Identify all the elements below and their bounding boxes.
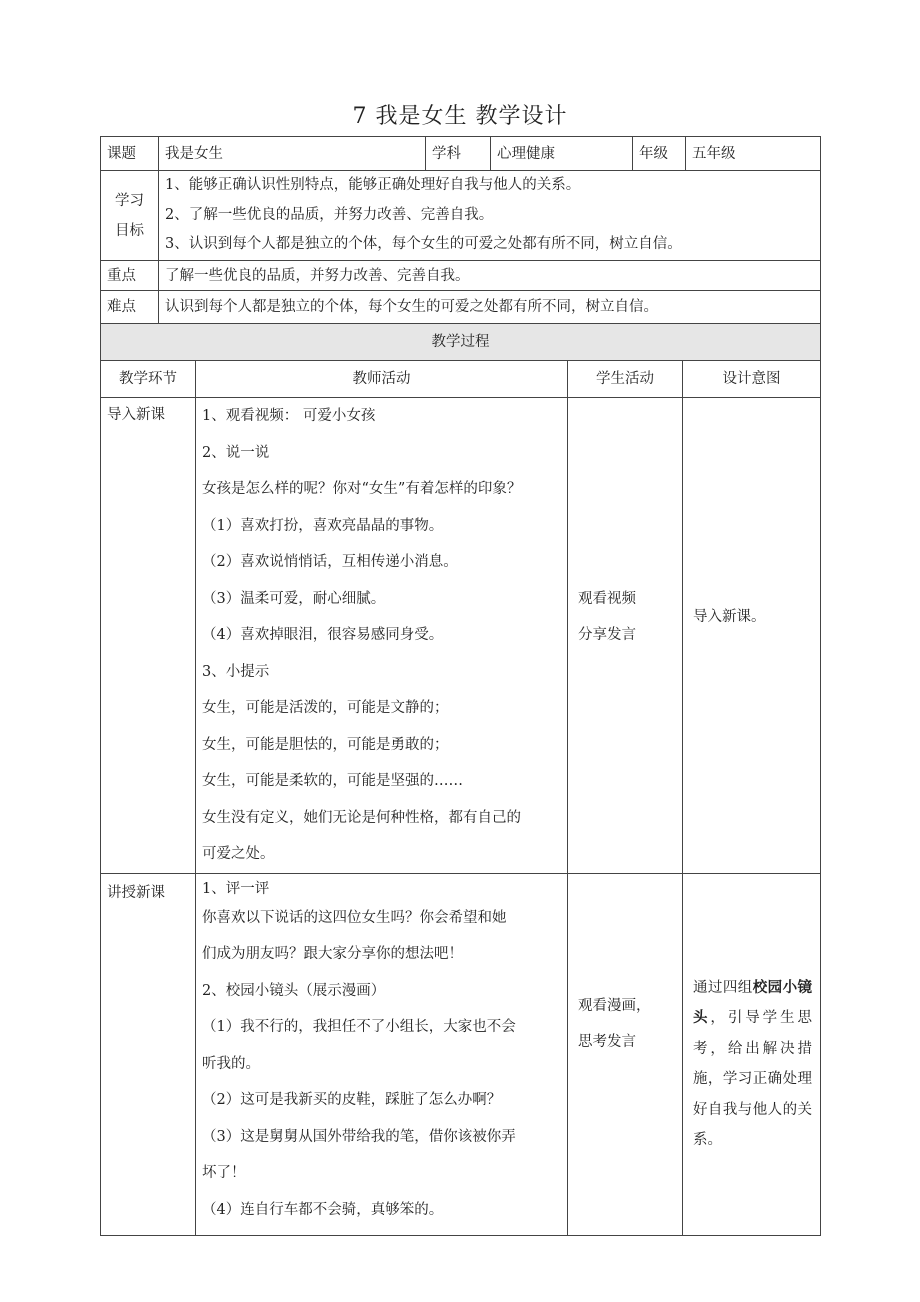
topic-value: 我是女生 [159, 137, 426, 171]
activity-line: 坏了！ [202, 1165, 246, 1181]
difficulty-label: 难点 [101, 291, 159, 324]
activity-line: （1）我不行的，我担任不了小组长，大家也不会 [202, 1019, 516, 1035]
activity-line: （2）这可是我新买的皮鞋，踩脏了怎么办啊？ [202, 1092, 502, 1108]
grade-label: 年级 [633, 137, 686, 171]
subject-value: 心理健康 [491, 137, 633, 171]
student-activity-new-lesson: 观看漫画， 思考发言 [568, 873, 683, 1235]
activity-line: （4）连自行车都不会骑，真够笨的。 [202, 1201, 444, 1218]
activity-line: 你喜欢以下说话的这四位女生吗？你会希望和她 [202, 909, 507, 926]
activity-line: 们成为朋友吗？跟大家分享你的想法吧！ [202, 946, 463, 962]
activity-line: 2、说一说 [202, 444, 270, 461]
activity-line: 可爱之处。 [202, 846, 275, 862]
activity-line: 女生，可能是胆怯的，可能是勇敢的； [202, 736, 449, 753]
objective-item: 3、认识到每个人都是独立的个体，每个女生的可爱之处都有所不同，树立自信。 [165, 236, 682, 253]
column-header: 设计意图 [683, 361, 821, 398]
subject-label: 学科 [426, 137, 491, 171]
objectives-cell [159, 171, 821, 261]
stage-new-lesson: 讲授新课 [101, 873, 196, 1235]
column-header: 学生活动 [568, 361, 683, 398]
activity-line: 女生没有定义，她们无论是何种性格，都有自己的 [202, 809, 521, 826]
activity-line: 1、观看视频： 可爱小女孩 [202, 408, 376, 424]
activity-line: （3）温柔可爱，耐心细腻。 [202, 590, 386, 607]
difficulty-value: 认识到每个人都是独立的个体，每个女生的可爱之处都有所不同，树立自信。 [159, 291, 821, 324]
column-header: 教师活动 [196, 361, 568, 398]
activity-line: （2）喜欢说悄悄话，互相传递小消息。 [202, 554, 458, 570]
teaching-process-table [100, 323, 821, 1236]
key-label: 重点 [101, 261, 159, 291]
highlight-term: 校园小镜头 [693, 978, 813, 1026]
activity-line: （4）喜欢掉眼泪，很容易感同身受。 [202, 627, 444, 643]
activity-line: （3）这是舅舅从国外带给我的笔，借你该被你弄 [202, 1128, 516, 1145]
student-activity-intro: 观看视频 分享发言 [568, 398, 683, 874]
activity-line: （1）喜欢打扮，喜欢亮晶晶的事物。 [202, 517, 444, 534]
activity-line: 2、校园小镜头（展示漫画） [202, 982, 386, 999]
activity-line: 女孩是怎么样的呢？你对“女生”有着怎样的印象？ [202, 481, 522, 497]
activity-line: 听我的。 [202, 1055, 260, 1072]
objective-item: 1、能够正确认识性别特点，能够正确处理好自我与他人的关系。 [165, 177, 581, 194]
activity-line: 1、评一评 [202, 880, 270, 897]
activity-line: 3、小提示 [202, 663, 270, 680]
teacher-activity-intro [196, 398, 568, 874]
objective-item: 2、了解一些优良的品质，并努力改善、完善自我。 [165, 206, 494, 223]
activity-line: 女生，可能是柔软的，可能是坚强的…… [202, 773, 463, 789]
design-intent-new-lesson: 通过四组校园小镜头，引导学生思考，给出解决措施，学习正确处理好自我与他人的关系。 [683, 873, 821, 1235]
design-intent-intro: 导入新课。 [683, 398, 821, 874]
key-value: 了解一些优良的品质，并努力改善、完善自我。 [159, 261, 821, 291]
page-title: 7 我是女生 教学设计 [352, 104, 568, 129]
activity-line: 女生，可能是活泼的，可能是文静的； [202, 700, 449, 716]
process-heading: 教学过程 [101, 324, 821, 361]
grade-value: 五年级 [686, 137, 821, 171]
course-info-table [100, 136, 821, 324]
stage-intro: 导入新课 [101, 398, 196, 874]
teacher-activity-new-lesson [196, 873, 568, 1235]
topic-label: 课题 [101, 137, 159, 171]
objectives-label: 学习 目标 [101, 171, 159, 261]
column-header: 教学环节 [101, 361, 196, 398]
